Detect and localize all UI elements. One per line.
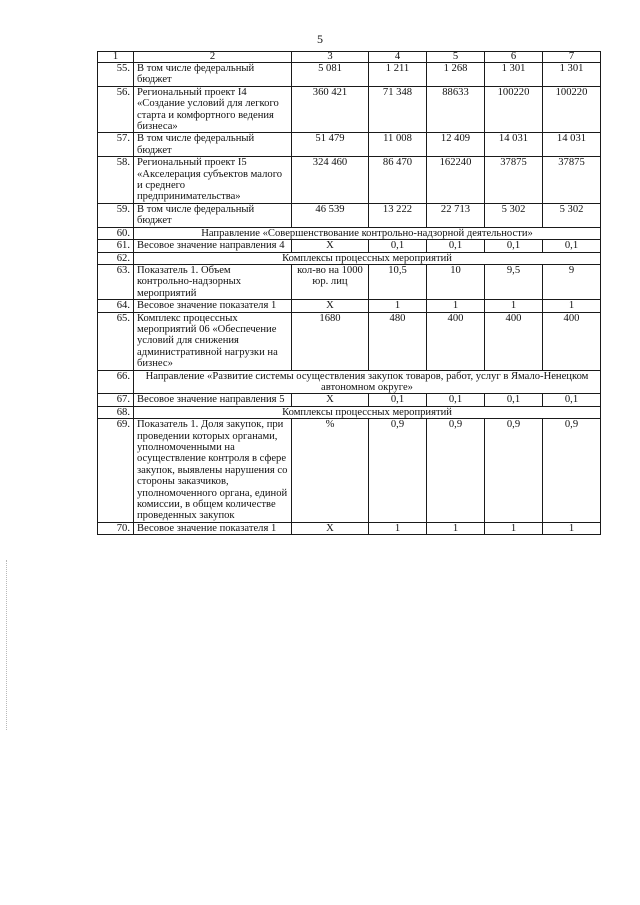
page-number: 5 <box>317 32 323 46</box>
row-name: Весовое значение показателя 1 <box>134 300 292 312</box>
value-cell-c3: Х <box>292 300 369 312</box>
value-cell-c3: Х <box>292 240 369 252</box>
row-name: Весовое значение направления 5 <box>134 394 292 406</box>
value-cell-c6: 0,9 <box>485 419 543 523</box>
value-cell-c6: 400 <box>485 312 543 370</box>
row-name: В том числе федеральный бюджет <box>134 63 292 87</box>
value-cell-c3: 46 539 <box>292 203 369 227</box>
value-cell-c7: 9 <box>543 264 601 299</box>
value-cell-c4: 0,9 <box>369 419 427 523</box>
row-number: 58. <box>98 157 134 204</box>
table-row <box>98 300 601 312</box>
value-cell-c6: 0,1 <box>485 394 543 406</box>
row-number: 62. <box>98 252 134 264</box>
row-number: 69. <box>98 419 134 523</box>
value-cell-c5: 22 713 <box>427 203 485 227</box>
value-cell-c7: 400 <box>543 312 601 370</box>
row-number: 57. <box>98 133 134 157</box>
value-cell-c6: 0,1 <box>485 240 543 252</box>
value-cell-c6: 1 <box>485 522 543 534</box>
value-cell-c4: 0,1 <box>369 394 427 406</box>
value-cell-c4: 1 <box>369 522 427 534</box>
value-cell-c5: 162240 <box>427 157 485 204</box>
row-number: 55. <box>98 63 134 87</box>
value-cell-c4: 1 211 <box>369 63 427 87</box>
value-cell-c5: 0,1 <box>427 240 485 252</box>
indicators-table <box>97 51 601 535</box>
row-number: 63. <box>98 264 134 299</box>
value-cell-c3: кол-во на 1000 юр. лиц <box>292 264 369 299</box>
column-header-5: 5 <box>427 52 485 63</box>
row-number: 66. <box>98 370 134 394</box>
row-name: Весовое значение направления 4 <box>134 240 292 252</box>
row-number: 61. <box>98 240 134 252</box>
column-header-3: 3 <box>292 52 369 63</box>
table-body <box>98 52 601 535</box>
value-cell-c3: 5 081 <box>292 63 369 87</box>
section-title: Комплексы процессных мероприятий <box>134 252 601 264</box>
value-cell-c5: 1 268 <box>427 63 485 87</box>
row-name: Показатель 1. Объем контрольно-надзорных мероприятий <box>134 264 292 299</box>
value-cell-c3: 1680 <box>292 312 369 370</box>
table-row <box>98 63 601 87</box>
value-cell-c4: 0,1 <box>369 240 427 252</box>
section-title: Комплексы процессных мероприятий <box>134 406 601 418</box>
value-cell-c4: 86 470 <box>369 157 427 204</box>
table-row <box>98 203 601 227</box>
column-header-4: 4 <box>369 52 427 63</box>
section-title: Направление «Совершенствование контрольно-надзорной деятельности» <box>134 227 601 239</box>
value-cell-c3: 51 479 <box>292 133 369 157</box>
value-cell-c6: 37875 <box>485 157 543 204</box>
value-cell-c7: 100220 <box>543 86 601 133</box>
section-row <box>98 252 601 264</box>
value-cell-c4: 11 008 <box>369 133 427 157</box>
value-cell-c7: 5 302 <box>543 203 601 227</box>
margin-scan-dots <box>6 560 7 730</box>
section-row <box>98 227 601 239</box>
table-row <box>98 133 601 157</box>
value-cell-c3: 324 460 <box>292 157 369 204</box>
row-number: 70. <box>98 522 134 534</box>
value-cell-c4: 10,5 <box>369 264 427 299</box>
section-row <box>98 370 601 394</box>
row-name: Региональный проект I5 «Акселерация субъектов малого и среднего предпринимательства» <box>134 157 292 204</box>
value-cell-c5: 0,1 <box>427 394 485 406</box>
table-row <box>98 522 601 534</box>
table-row <box>98 240 601 252</box>
value-cell-c7: 14 031 <box>543 133 601 157</box>
row-name: Весовое значение показателя 1 <box>134 522 292 534</box>
row-number: 67. <box>98 394 134 406</box>
value-cell-c6: 14 031 <box>485 133 543 157</box>
row-number: 68. <box>98 406 134 418</box>
value-cell-c3: Х <box>292 394 369 406</box>
row-number: 56. <box>98 86 134 133</box>
row-name: В том числе федеральный бюджет <box>134 133 292 157</box>
value-cell-c7: 1 301 <box>543 63 601 87</box>
value-cell-c7: 1 <box>543 300 601 312</box>
column-header-2: 2 <box>134 52 292 63</box>
column-header-1: 1 <box>98 52 134 63</box>
value-cell-c6: 5 302 <box>485 203 543 227</box>
table-row <box>98 86 601 133</box>
value-cell-c7: 1 <box>543 522 601 534</box>
value-cell-c5: 400 <box>427 312 485 370</box>
value-cell-c5: 12 409 <box>427 133 485 157</box>
table-row <box>98 264 601 299</box>
column-header-6: 6 <box>485 52 543 63</box>
value-cell-c6: 100220 <box>485 86 543 133</box>
value-cell-c6: 1 <box>485 300 543 312</box>
value-cell-c7: 0,9 <box>543 419 601 523</box>
row-name: Показатель 1. Доля закупок, при проведении которых органами, уполномоченными на осуществление контроля в сфере закупок, выявлены нарушения со стороны заказчиков, уполномоченного органа, единой комиссии, в общем количестве проведенных закупок <box>134 419 292 523</box>
value-cell-c7: 37875 <box>543 157 601 204</box>
value-cell-c7: 0,1 <box>543 240 601 252</box>
value-cell-c5: 1 <box>427 300 485 312</box>
value-cell-c6: 9,5 <box>485 264 543 299</box>
value-cell-c3: 360 421 <box>292 86 369 133</box>
table-row <box>98 157 601 204</box>
value-cell-c4: 71 348 <box>369 86 427 133</box>
value-cell-c5: 88633 <box>427 86 485 133</box>
value-cell-c3: % <box>292 419 369 523</box>
table-row <box>98 419 601 523</box>
column-header-7: 7 <box>543 52 601 63</box>
value-cell-c5: 10 <box>427 264 485 299</box>
table-row <box>98 394 601 406</box>
value-cell-c5: 0,9 <box>427 419 485 523</box>
row-number: 64. <box>98 300 134 312</box>
row-name: Комплекс процессных мероприятий 06 «Обеспечение условий для снижения административной нагрузки на бизнес» <box>134 312 292 370</box>
row-number: 65. <box>98 312 134 370</box>
row-name: Региональный проект I4 «Создание условий для легкого старта и комфортного ведения бизнеса» <box>134 86 292 133</box>
table-header-row <box>98 52 601 63</box>
value-cell-c3: Х <box>292 522 369 534</box>
section-title: Направление «Развитие системы осуществления закупок товаров, работ, услуг в Ямало-Ненецком автономном округе» <box>134 370 601 394</box>
row-number: 59. <box>98 203 134 227</box>
value-cell-c4: 480 <box>369 312 427 370</box>
table-row <box>98 312 601 370</box>
section-row <box>98 406 601 418</box>
row-number: 60. <box>98 227 134 239</box>
value-cell-c7: 0,1 <box>543 394 601 406</box>
value-cell-c6: 1 301 <box>485 63 543 87</box>
row-name: В том числе федеральный бюджет <box>134 203 292 227</box>
value-cell-c5: 1 <box>427 522 485 534</box>
value-cell-c4: 1 <box>369 300 427 312</box>
value-cell-c4: 13 222 <box>369 203 427 227</box>
